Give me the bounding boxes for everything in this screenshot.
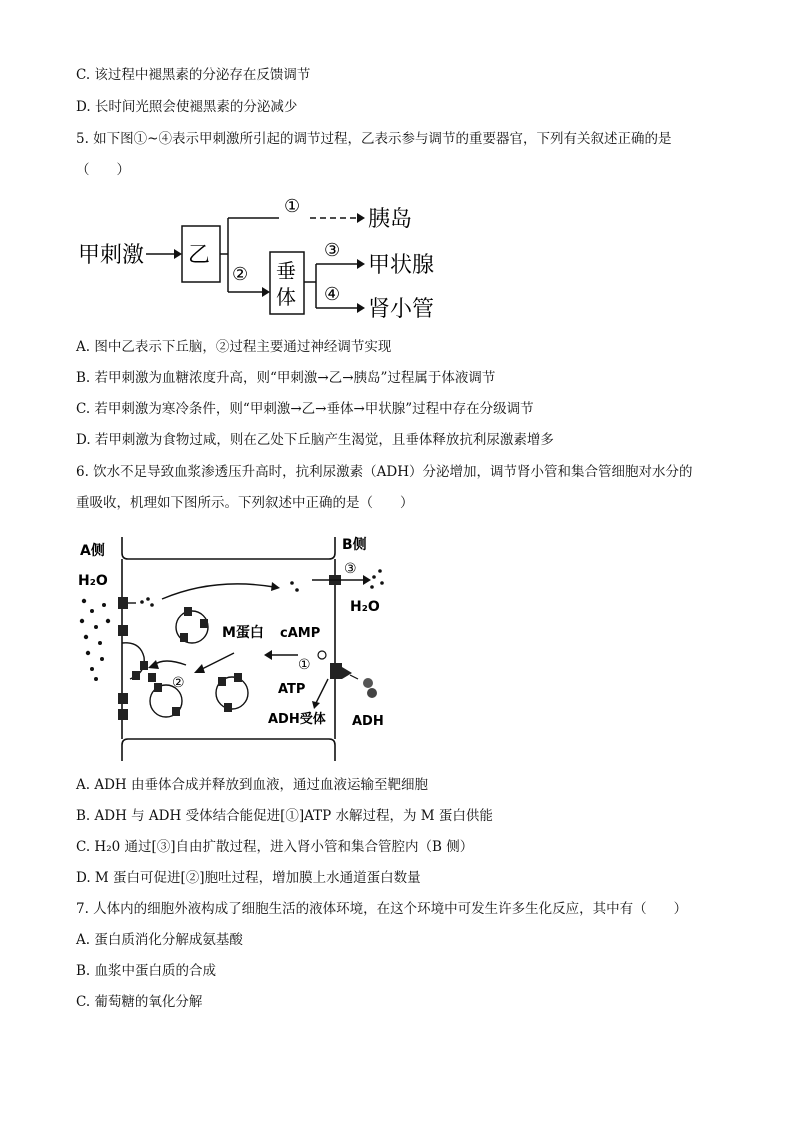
q5-stimulus-label: 甲刺激 [78,243,145,268]
q5-target-pancreas: 胰岛 [368,207,413,232]
q5-yi-label: 乙 [188,243,211,268]
q7-option-a: A. 蛋白质消化分解成氨基酸 [76,932,243,948]
q6-adh-mechanism-diagram [74,533,404,765]
q7-option-c: C. 葡萄糖的氧化分解 [76,994,203,1010]
q5-pituitary-label-1: 垂 [276,259,296,283]
q7-option-b: B. 血浆中蛋白质的合成 [76,963,217,979]
q6-h2o-left-label: H₂O [78,573,108,589]
q4-option-d: D. 长时间光照会使褪黑素的分泌减少 [76,99,298,115]
q6-adh-label: ADH [352,714,384,729]
q6-num-2: ② [172,675,185,691]
q5-option-c: C. 若甲刺激为寒冷条件，则“甲刺激→乙→垂体→甲状腺”过程中存在分级调节 [76,401,534,417]
q6-stem-line-1: 6. 饮水不足导致血浆渗透压升高时，抗利尿激素（ADH）分泌增加，调节肾小管和集合管细胞对水分的 [76,464,693,480]
q6-water-channel-apical [118,597,128,609]
q6-num-1: ① [298,657,311,673]
q5-num-1: ① [284,196,301,217]
q5-regulation-diagram [74,190,454,330]
q5-option-b: B. 若甲刺激为血糖浓度升高，则“甲刺激→乙→胰岛”过程属于体液调节 [76,370,496,386]
q6-adh-receptor-label: ADH受体 [268,712,326,727]
q5-option-a: A. 图中乙表示下丘脑，②过程主要通过神经调节实现 [76,339,392,355]
q5-num-3: ③ [324,240,341,261]
q6-b-side-label: B侧 [342,537,367,553]
q6-water-molecules-left [80,599,110,681]
q6-m-protein-label: M蛋白 [222,625,264,641]
q4-option-c: C. 该过程中褪黑素的分泌存在反馈调节 [76,67,311,83]
q6-vesicle-upper [176,607,208,643]
q7-stem: 7. 人体内的细胞外液构成了细胞生活的液体环境，在这个环境中可发生许多生化反应，其中有（ ） [76,901,688,917]
q5-target-renal-tubule: 肾小管 [368,297,435,322]
q6-option-c: C. H₂0 通过[③]自由扩散过程，进入肾小管和集合管腔内（B 侧） [76,839,474,855]
q6-option-d: D. M 蛋白可促进[②]胞吐过程，增加膜上水通道蛋白数量 [76,870,421,886]
q5-pituitary-label-2: 体 [276,285,296,309]
q6-num-3: ③ [344,561,357,577]
q5-stem: 5. 如下图①~④表示甲刺激所引起的调节过程，乙表示参与调节的重要器官，下列有关叙述正确的是 [76,131,672,147]
q5-answer-paren: （ ） [76,162,130,178]
q5-target-thyroid: 甲状腺 [368,253,435,278]
q6-option-b: B. ADH 与 ADH 受体结合能促进[①]ATP 水解过程，为 M 蛋白供能 [76,808,493,824]
q6-h2o-right-label: H₂O [350,599,380,615]
q5-num-4: ④ [324,284,341,305]
q6-vesicle-lower [216,673,248,712]
q6-adh-molecule [350,675,377,698]
q6-atp-label: ATP [278,682,306,697]
q5-option-d: D. 若甲刺激为食物过咸，则在乙处下丘脑产生渴觉，且垂体释放抗利尿激素增多 [76,432,554,448]
q5-num-2: ② [232,264,249,285]
q6-option-a: A. ADH 由垂体合成并释放到血液，通过血液运输至靶细胞 [76,777,428,793]
q6-camp-label: cAMP [280,626,321,641]
q6-stem-line-2: 重吸收，机理如下图所示。下列叙述中正确的是（ ） [76,495,414,511]
q6-a-side-label: A侧 [80,543,105,559]
